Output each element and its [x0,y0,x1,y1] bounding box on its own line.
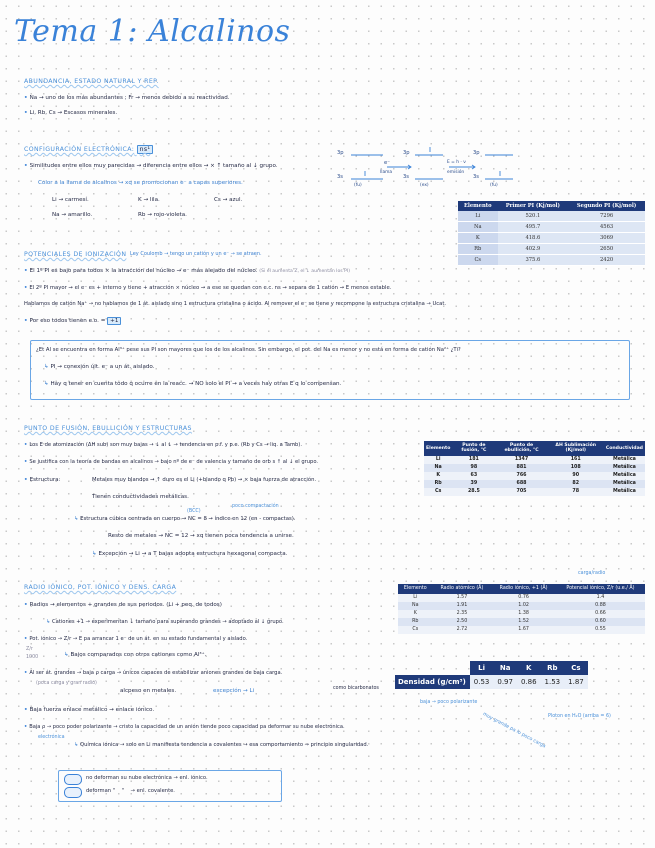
ion-deform-icon [64,787,82,798]
t3-header: Radio iónico, +1 (Å) [491,584,556,594]
radius-note-charge: (poca carga y gran radio) [36,681,97,686]
fusion-line-3: • Estructura: [24,477,61,483]
config-line-2: Color a la llama de alcalinos → xq se promocionan e⁻ a capas superiores. [38,180,243,186]
density-table [395,661,588,689]
t1-header: Elemento [458,201,498,211]
fusion-line-1: • Los E de atomización (ΔH sub) son muy bajas → ↓ al ↓ → tendencia en p.f. y p.e. (Rb y Cs → liq. a Tamb). [24,442,302,448]
t1-header: Primer PI (Kj/mol) [498,201,569,211]
diagram-fin: (fu) [490,183,498,188]
t2-header: Punto de fusión, °C [452,441,495,456]
fusion-structure-d: Resto de metales → NC = 12 → xq tienen poca tendencia a unirse. [108,533,294,539]
note-big-little-charge: muy grande pa lo poco carga [481,712,547,750]
table-row: K 63 766 90 Metálica [424,472,645,480]
fusion-note-compact: poco compactación [232,504,279,509]
diagram-energy-eq: E = h · ν [447,160,466,165]
t4-header: Cs [564,661,588,675]
diagram-3p-c: 3p [473,150,480,156]
flame-color-rb: Rb → rojo-violeta. [138,212,187,218]
t4-header: Li [470,661,494,675]
t2-header: Conductividad [604,441,645,456]
diagram-exc: (ex) [420,183,429,188]
table-row: Densidad (g/cm³) 0.53 0.97 0.86 1.53 1.87 [395,675,588,689]
ionization-line-1: • El 1º PI es bajo para todos × la atracción del núcleo → e⁻ más alejado del núcleo. (Si el aumenta Z, el ↓ aumentan los PI) [24,268,351,274]
abundance-line-1: • Na → uno de los más abundantes ; Fr → menos debido a su reactividad. [24,95,230,101]
radius-line-3c: excepción → Li [213,688,255,694]
t4-header: K [517,661,541,675]
fusion-note-bcc: (BCC) [187,509,201,514]
table-row: Rb 39 688 82 Metálica [424,480,645,488]
t2-header: Punto de ebullición, °C [495,441,547,456]
box-line-1: ¿Et Al se encuentra en forma Al³⁺ pese sus PI son mayores que los de los alcalinos. Sin embargo, el pot. del Na es menor y no está en forma de catión Na²⁺ ¿Ti? [36,347,461,353]
flame-color-na: Na → amarillo. [52,212,93,218]
oxidation-badge: +1 [107,317,121,325]
section-heading-radius: RADIO IÓNICO, POT. IÓNICO Y DENS. CARGA [24,584,177,591]
section-heading-fusion: PUNTO DE FUSIÓN, EBULLICIÓN Y ESTRUCTURAS [24,425,192,432]
diagram-electron: e⁻ [384,160,390,166]
section-heading-ionization: POTENCIALES DE IONIZACIÓN [24,251,127,258]
table-row: Li 520.1 7296 [458,211,645,222]
note-float-water: Ploton en H₂O (arriba = 6) [548,714,611,719]
radius-note-electronic: electrónica [38,735,65,740]
density-label: Densidad (g/cm³) [395,675,470,689]
t4-header: Rb [541,661,565,675]
radius-line-4: • Baja fuerza enlace metálico → enlace iónico. [24,707,155,713]
radius-note-bicarb: como bicarbonatos [333,686,379,691]
radius-note-zr: Z/r [26,647,33,652]
flame-color-k: K → lila. [138,197,160,203]
diagram-3p-a: 3p [337,150,344,156]
legend-line-2: deforman " " → enl. covalente. [86,788,175,794]
page-title: Tema 1: Alcalinos [14,14,291,49]
table-row: K 2.35 1.38 0.66 [398,610,645,618]
ion-no-deform-icon [64,774,82,785]
fusion-line-2: • Se justifica con la teoría de bandas en alcalinos → bajo nº de e⁻ de valencia y tamaño de orb s ↑ al ↓ el grupo. [24,459,319,465]
radius-table [398,584,645,634]
note-charge-radius: carga/radio [578,571,606,576]
coulomb-note: Ley Coulomb → tengo un catión y un e⁻ → se atraen. [130,251,262,257]
note-low-polarizing: baja → poco polarizante [420,700,478,705]
table-row: Rb 402.9 2650 [458,244,645,255]
table-row: Na 98 881 108 Metálica [424,464,645,472]
fusion-structure-b: Tienen conductividades metálicas. [92,494,189,500]
config-badge: ns¹ [137,145,154,154]
diagram-flame: llama [380,170,393,175]
table-row: Cs 2.72 1.67 0.55 [398,626,645,634]
t2-header: ΔH Sublimación (Kj/mol) [548,441,604,456]
box-line-2: ↳ PI → conexión últ. e⁻ a un át. aislado. [44,364,155,370]
legend-line-1: no deforman su nube electrónica → enl. iónico. [86,775,208,781]
fusion-structure-c: ↳ Estructura cúbica centrada en cuerpo → NC = 8 → índice en 12 (en - compactas). [74,516,296,522]
table-row: Cs 375.6 2420 [458,255,645,266]
ionization-table [458,201,645,266]
t3-header: Radio atómico (Å) [433,584,492,594]
table-row: Na 1.91 1.02 0.88 [398,602,645,610]
ionization-line-2: • El 2º PI mayor → el e⁻ es + interno y tiene + atracción × núcleo → a ese se quedan con e.c. ns → separa de 1 catión → E menos estable. [24,285,392,291]
table-row: Na 495.7 4563 [458,222,645,233]
diagram-3p-b: 3p [403,150,410,156]
t1-header: Segundo PI (Kj/mol) [568,201,645,211]
fusion-table [424,441,645,496]
diagram-3s-b: 3s [403,174,410,180]
table-row: K 418.6 3069 [458,233,645,244]
section-heading-abundance: ABUNDANCIA, ESTADO NATURAL Y REP. [24,78,159,85]
radius-line-1b: ↳ Cationes +1 → experimentan ↓ tamaño para superando grandes → adoptado al ↓ grupo. [46,619,284,625]
diagram-emission: emisión [447,170,465,175]
t3-header: Potencial iónico, Z/r (u.e./ Å) [556,584,645,594]
table-row: Li 1.57 0.76 1.4 [398,594,645,602]
t4-header: Na [493,661,517,675]
t3-header: Elemento [398,584,433,594]
box-line-3: ↳ Hay q tener en cuenta todo q ocurre en la reacc. → NO solo el PI → a veces hay otras E q lo compensan. [44,381,342,387]
radius-line-5b: ↳ Química iónica → solo en Li manifiesta tendencia a covalentes → esa comportamiento → principio singularidad. [74,742,369,748]
ionization-line-4: • Por eso todos tienen e.o. = +1 [24,318,121,324]
table-row: Rb 2.50 1.52 0.60 [398,618,645,626]
t4-header-empty [395,661,470,675]
fusion-structure-a: Metales muy blandos → ↑ duro es el Li (+blando q Pb) → × baja fuerza de atracción. [92,477,317,483]
t2-header: Elemento [424,441,452,456]
diagram-3s-c: 3s [473,174,480,180]
table-row: Cs 28.5 705 78 Metálica [424,488,645,496]
radius-note-1000: 1000 [26,655,39,660]
ionization-line-3: Hablamos de catión Na⁺ → no hablamos de 1 át. aislado sino 1 estructura cristalina o ácido. Al remover el e⁻ se tiene y recompone la estructura cristalina → Ucat. [24,301,446,307]
table-row: Li 181 1347 161 Metálica [424,456,645,464]
fusion-structure-e: ↳ Excepción → Li → a T bajas adopta estructura hexagonal compacta. [92,551,288,557]
radius-line-5: • Baja ρ → poco poder polarizante → cristo la capacidad de un anión tiende poco capacidad pa deformar su nube electrónica. [24,724,345,730]
flame-color-cs: Cs → azul. [214,197,243,203]
diagram-3s-a: 3s [337,174,344,180]
section-heading-config: CONFIGURACIÓN ELECTRÓNICA: ns¹ [24,146,153,153]
config-line-1: • Similitudes entre ellos muy parecidas → diferencia entre ellos → × ↑ tamaño al ↓ grupo. [24,163,278,169]
radius-line-3b: alcpeso en metales. [120,688,177,694]
radius-line-1: • Radios → elementos + grandes de sus periodos. (Li + peq. de todos) [24,602,222,608]
radius-line-2b: ↳ Bajos comparados con otros cationes como Al³⁺. [64,652,207,658]
radius-line-2: • Pot. iónico → Z/r → E pa arrancar 1 e⁻ de un át. en su estado fundamental y aislado. [24,636,248,642]
diagram-fund: (fu) [354,183,362,188]
radius-line-3: • Al ser át. grandes → baja ρ carga → únicos capaces de estabilizar aniones grandes de baja carga. [24,670,283,676]
abundance-line-2: • Li, Rb, Cs → Escasos minerales. [24,110,118,116]
flame-color-li: Li → carmesí. [52,197,89,203]
